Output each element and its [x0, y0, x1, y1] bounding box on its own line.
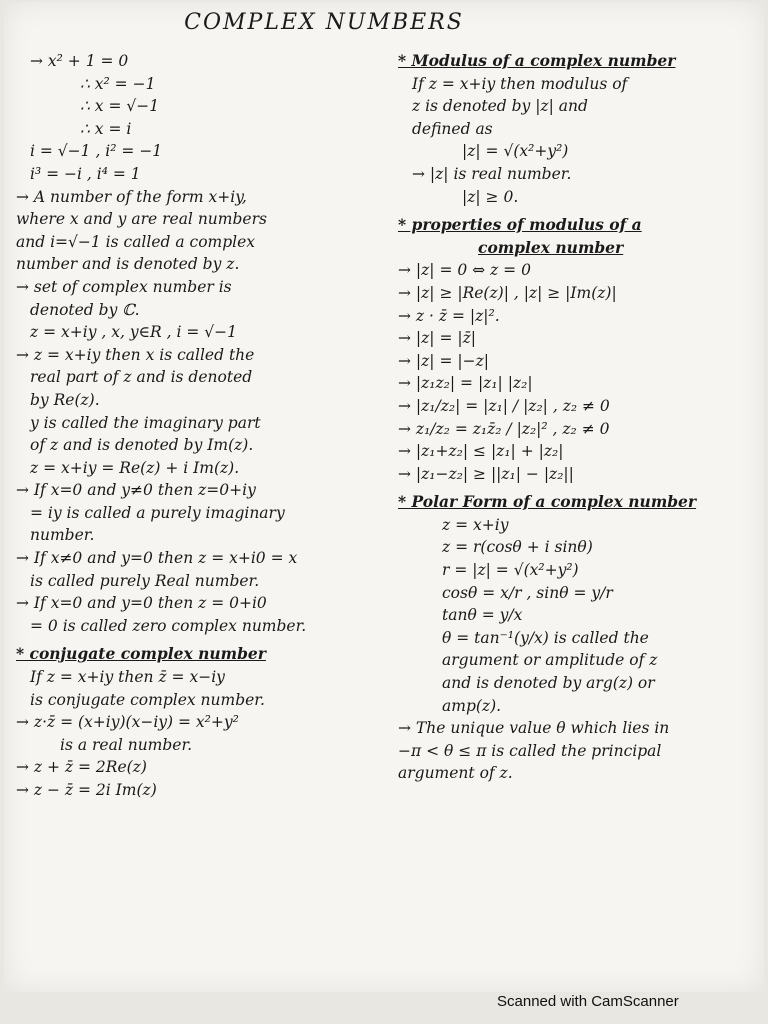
note-line: → A number of the form x+iy,: [16, 187, 247, 206]
note-line: ∴ x = √−1: [80, 97, 160, 116]
section-heading-polar-form: * Polar Form of a complex number: [398, 492, 697, 512]
note-line: |z| ≥ 0.: [462, 187, 519, 206]
note-line: → |z| = 0 ⇔ z = 0: [398, 261, 531, 280]
note-line: If z = x+iy then modulus of: [412, 74, 628, 93]
note-line: z = r(cosθ + i sinθ): [442, 538, 593, 557]
scanner-watermark: Scanned with CamScanner: [497, 993, 679, 1010]
note-line: → If x=0 and y≠0 then z=0+iy: [16, 481, 256, 500]
note-line: If z = x+iy then z̄ = x−iy: [30, 668, 225, 687]
note-line: → |z₁+z₂| ≤ |z₁| + |z₂|: [398, 442, 564, 461]
note-line: r = |z| = √(x²+y²): [442, 561, 579, 580]
note-line: is conjugate complex number.: [30, 690, 265, 709]
note-line: ∴ x = i: [80, 119, 132, 138]
note-line: cosθ = x/r , sinθ = y/r: [442, 583, 613, 602]
section-heading-conjugate: * conjugate complex number: [16, 644, 266, 664]
section-heading-properties-cont: complex number: [478, 237, 624, 257]
note-line: → If x=0 and y=0 then z = 0+i0: [16, 594, 267, 613]
note-line: where x and y are real numbers: [16, 210, 267, 229]
note-line: z = x+iy = Re(z) + i Im(z).: [30, 458, 240, 477]
note-line: → |z₁/z₂| = |z₁| / |z₂| , z₂ ≠ 0: [398, 396, 610, 415]
note-line: tanθ = y/x: [442, 606, 523, 625]
note-line: → |z| = |−z|: [398, 351, 489, 370]
note-line: argument of z.: [398, 764, 513, 783]
note-line: number.: [30, 526, 95, 545]
note-line: → |z| is real number.: [412, 164, 572, 183]
note-line: and i=√−1 is called a complex: [16, 232, 256, 251]
note-line: → z₁/z₂ = z₁z̄₂ / |z₂|² , z₂ ≠ 0: [398, 419, 610, 438]
note-line: ∴ x² = −1: [80, 74, 156, 93]
note-line: → z − z̄ = 2i Im(z): [16, 781, 157, 799]
note-line: real part of z and is denoted: [30, 368, 253, 387]
note-line: → |z₁z₂| = |z₁| |z₂|: [398, 374, 533, 393]
note-line: number and is denoted by z.: [16, 255, 240, 274]
note-line: and is denoted by arg(z) or: [442, 674, 655, 693]
note-line: is called purely Real number.: [30, 571, 260, 590]
note-line: defined as: [412, 119, 493, 138]
note-line: z is denoted by |z| and: [412, 97, 588, 116]
note-line: → z·z̄ = (x+iy)(x−iy) = x²+y²: [16, 713, 239, 732]
notebook-page: [4, 2, 764, 992]
note-line: → set of complex number is: [16, 277, 232, 296]
note-line: by Re(z).: [30, 390, 100, 409]
note-line: y is called the imaginary part: [30, 413, 261, 432]
note-line: = 0 is called zero complex number.: [30, 616, 307, 635]
note-line: of z and is denoted by Im(z).: [30, 436, 254, 455]
note-line: amp(z).: [442, 696, 502, 715]
note-line: z = x+iy: [442, 515, 509, 534]
section-heading-properties: * properties of modulus of a: [398, 215, 642, 235]
note-line: i³ = −i , i⁴ = 1: [30, 164, 141, 183]
note-line: → |z| ≥ |Re(z)| , |z| ≥ |Im(z)|: [398, 283, 617, 302]
note-line: → z · z̄ = |z|².: [398, 306, 500, 325]
note-line: → z = x+iy then x is called the: [16, 345, 255, 364]
note-line: i = √−1 , i² = −1: [30, 142, 163, 161]
note-line: z = x+iy , x, y∈R , i = √−1: [30, 323, 238, 342]
note-line: θ = tan⁻¹(y/x) is called the: [442, 628, 649, 647]
note-line: → If x≠0 and y=0 then z = x+i0 = x: [16, 549, 298, 568]
left-column: [16, 50, 394, 802]
note-line: is a real number.: [60, 735, 193, 754]
page-title: COMPLEX NUMBERS: [184, 10, 464, 35]
note-line: |z| = √(x²+y²): [462, 142, 569, 161]
note-line: → |z| = |z̄|: [398, 329, 476, 348]
right-column: [398, 50, 760, 785]
note-line: → x² + 1 = 0: [30, 52, 129, 70]
note-line: −π < θ ≤ π is called the principal: [398, 741, 662, 760]
note-line: denoted by ℂ.: [30, 300, 140, 319]
note-line: → |z₁−z₂| ≥ ||z₁| − |z₂||: [398, 464, 574, 483]
note-line: → The unique value θ which lies in: [398, 719, 670, 738]
section-heading-modulus: * Modulus of a complex number: [398, 51, 676, 70]
note-line: argument or amplitude of z: [442, 651, 658, 670]
note-line: = iy is called a purely imaginary: [30, 503, 285, 522]
note-line: → z + z̄ = 2Re(z): [16, 758, 147, 777]
